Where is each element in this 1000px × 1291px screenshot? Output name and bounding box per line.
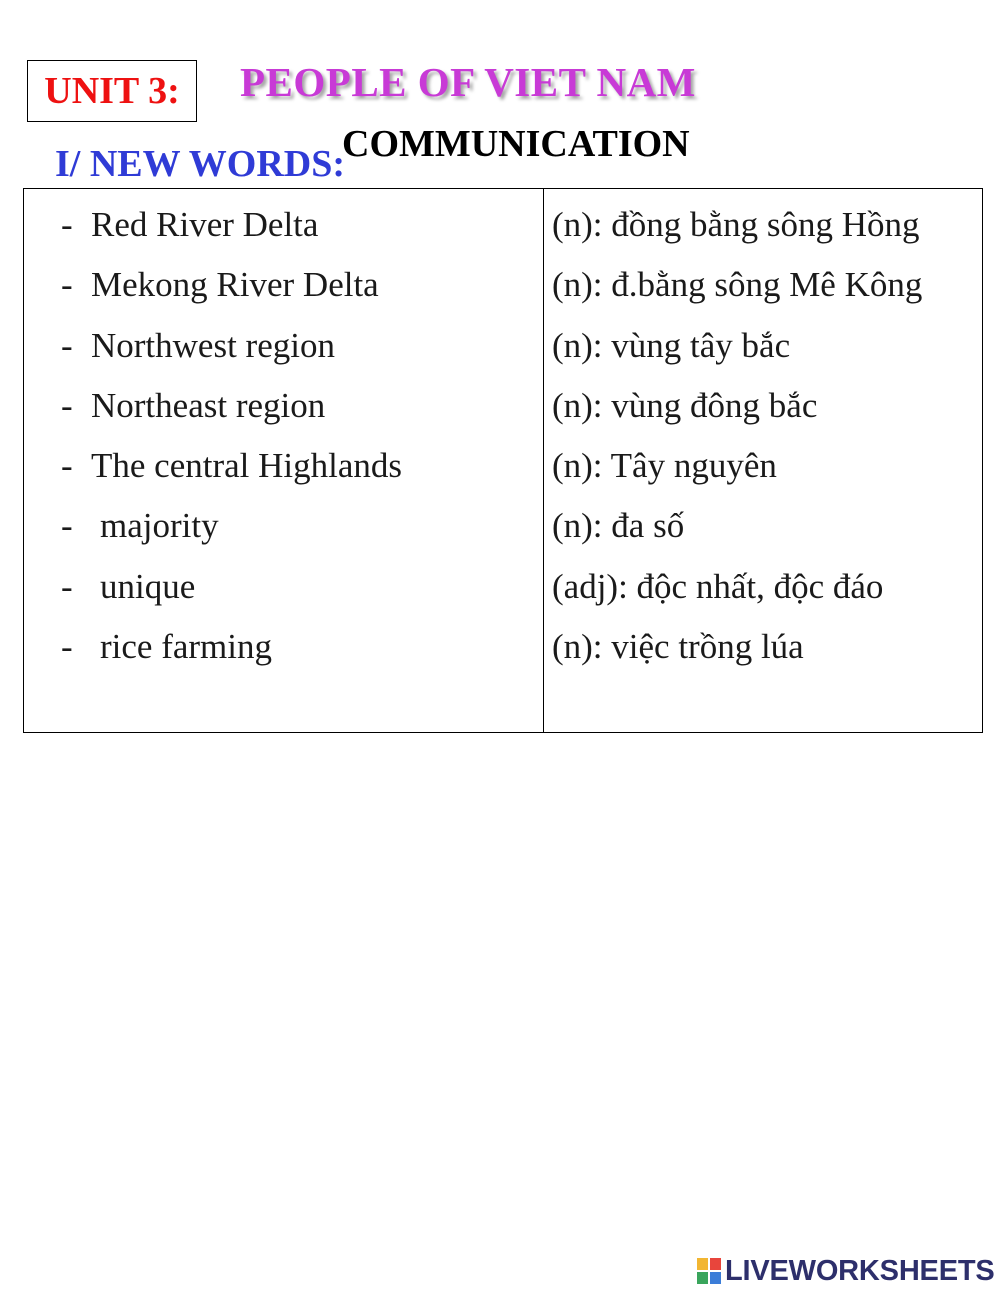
vocab-definition: (n): vùng đông bắc (552, 385, 818, 425)
vocab-term: Northeast region (91, 385, 326, 425)
vocab-row (24, 446, 982, 506)
vocab-definition: (n): vùng tây bắc (552, 325, 791, 365)
bullet-dash: - (61, 506, 73, 546)
bullet-dash: - (61, 385, 73, 425)
bullet-dash: - (61, 446, 73, 486)
vocab-term: Mekong River Delta (91, 265, 379, 305)
logo-text: LIVEWORKSHEETS (725, 1254, 995, 1287)
vocab-definition: (n): đồng bằng sông Hồng (552, 205, 920, 244)
vocab-term: The central Highlands (91, 446, 403, 486)
bullet-dash: - (61, 566, 73, 606)
vocab-term: majority (100, 506, 219, 546)
vocab-term: rice farming (100, 627, 272, 667)
vocab-row (24, 326, 982, 386)
page-title: PEOPLE OF VIET NAM (240, 59, 696, 105)
vocab-row (24, 265, 982, 325)
vocab-term: Northwest region (91, 325, 335, 365)
unit-label-box (27, 60, 197, 122)
liveworksheets-logo (697, 1255, 995, 1287)
vocab-definition: (n): đa số (552, 506, 685, 546)
vocab-row (24, 205, 982, 265)
vocab-term: Red River Delta (91, 205, 319, 244)
vocab-row (24, 386, 982, 446)
unit-label: UNIT 3: (44, 70, 180, 112)
vocab-definition: (n): việc trồng lúa (552, 627, 804, 667)
section-heading: I/ NEW WORDS: (55, 143, 345, 185)
bullet-dash: - (61, 325, 73, 365)
bullet-dash: - (61, 265, 73, 305)
liveworksheets-logo-icon (697, 1258, 721, 1284)
bullet-dash: - (61, 627, 73, 667)
vocab-row (24, 627, 982, 687)
vocab-row (24, 506, 982, 566)
vocab-definition: (n): Tây nguyên (552, 446, 777, 486)
vocabulary-table (23, 188, 983, 733)
bullet-dash: - (61, 205, 73, 244)
vocab-term: unique (100, 566, 196, 606)
vocab-definition: (adj): độc nhất, độc đáo (552, 566, 884, 606)
vocab-row (24, 567, 982, 627)
vocab-definition: (n): đ.bằng sông Mê Kông (552, 265, 923, 305)
lesson-subtitle: COMMUNICATION (342, 123, 690, 165)
